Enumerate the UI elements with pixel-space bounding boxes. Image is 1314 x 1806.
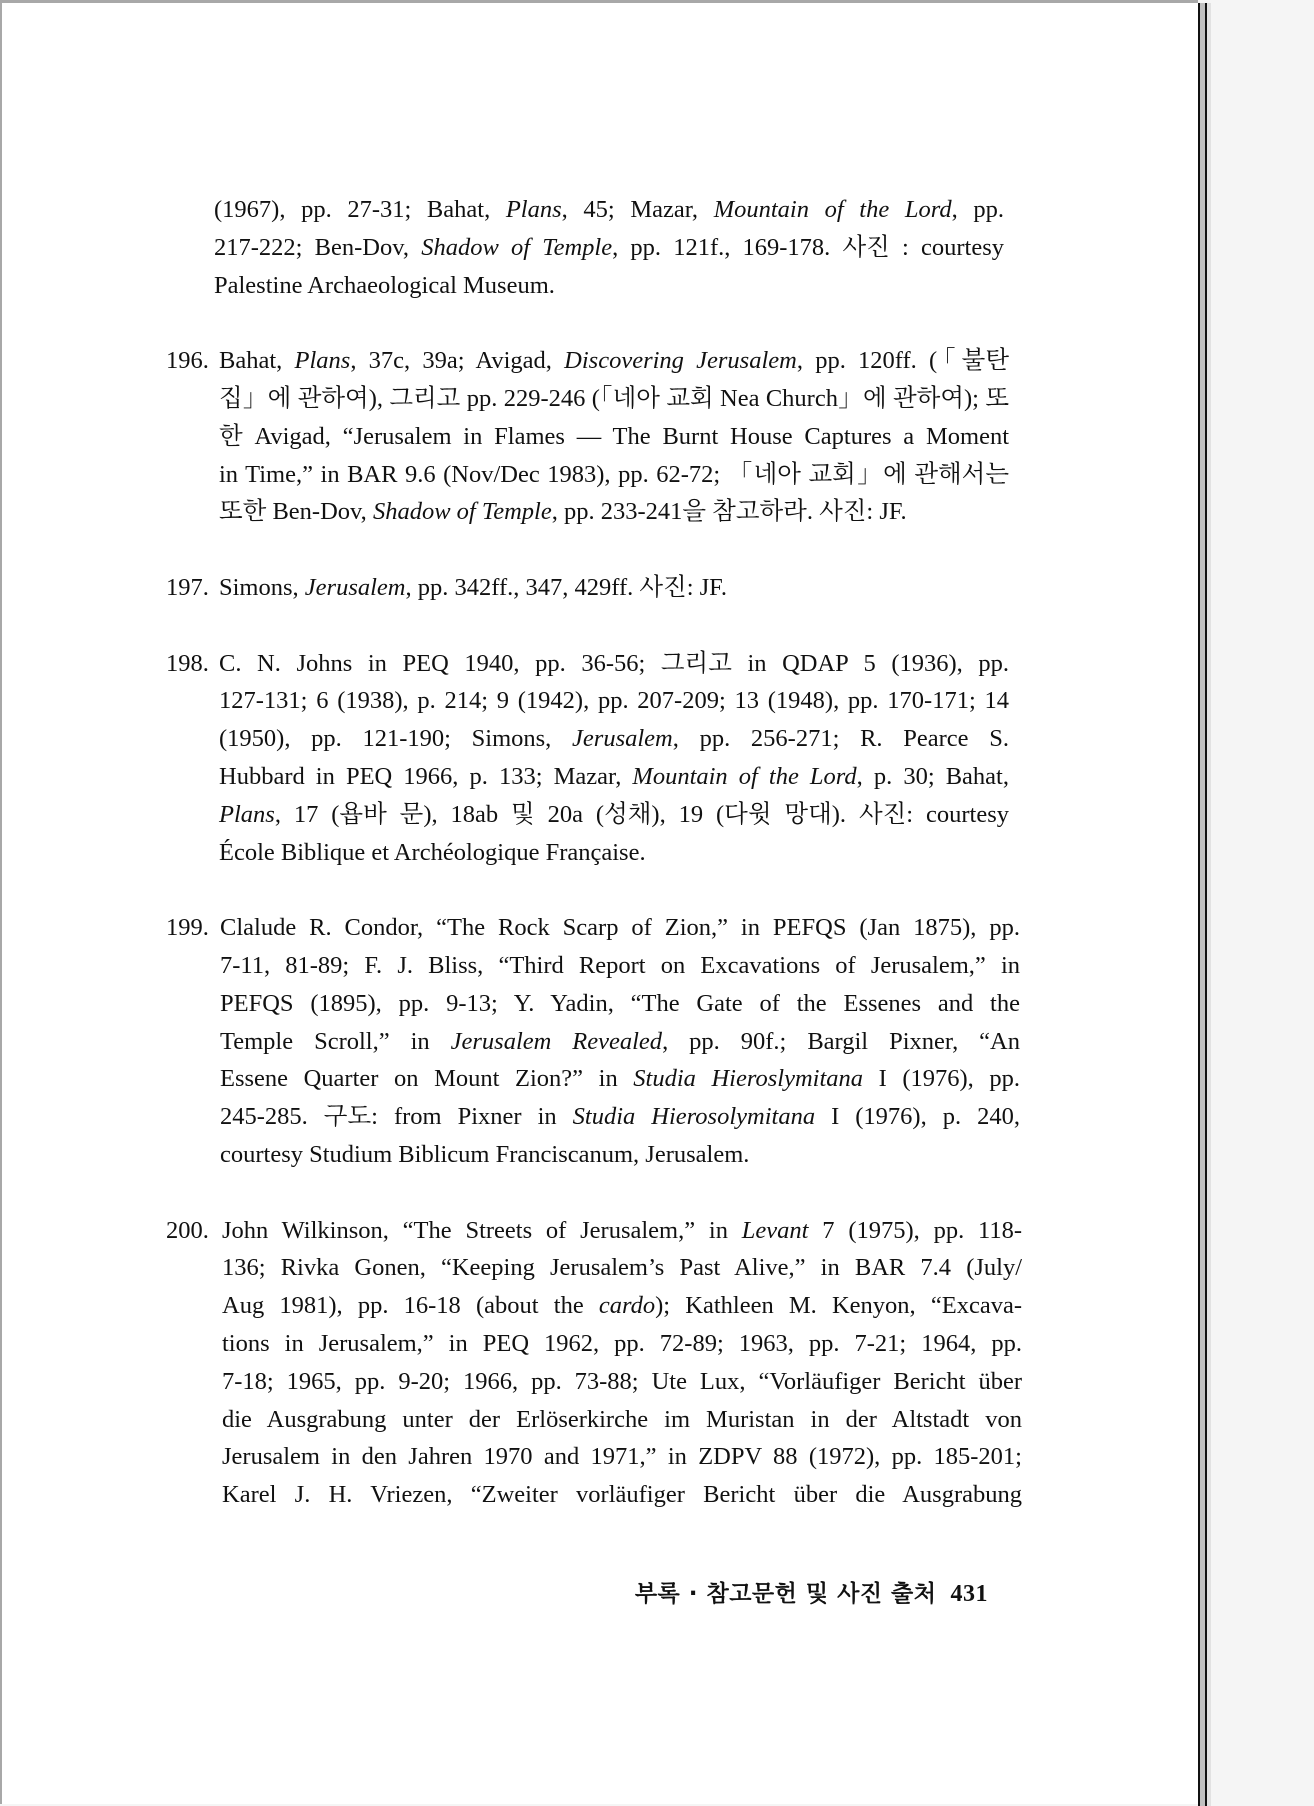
- reference-number: 198.: [166, 649, 209, 677]
- reference-text: École Biblique et Archéologique Française.: [219, 838, 646, 866]
- reference-text: (1967), pp. 27-31; Bahat,: [214, 196, 506, 223]
- reference-number: 196.: [166, 347, 209, 375]
- reference-entry: [2, 1212, 1200, 1514]
- reference-line: [220, 1098, 1020, 1136]
- reference-line: [222, 1438, 1022, 1476]
- reference-text: 127-131; 6 (1938), p. 214; 9 (1942), pp. 207-209; 13 (1948), pp. 170-171; 14: [219, 687, 1009, 715]
- reference-text: Aug 1981), pp. 16-18 (about the: [222, 1292, 599, 1320]
- reference-line: [219, 380, 1009, 418]
- reference-line: [220, 1023, 1020, 1061]
- entry-gap: [2, 1174, 1200, 1212]
- reference-line: [219, 342, 1009, 380]
- reference-line: [222, 1325, 1022, 1363]
- page-edge: [1198, 3, 1207, 1806]
- reference-line: [220, 1136, 1020, 1174]
- reference-text: 또한 Ben-Dov,: [219, 498, 373, 526]
- reference-text: 245-285. 구도: from Pixner in: [220, 1103, 573, 1131]
- reference-text: , pp. 90f.; Bargil Pixner, “An: [662, 1027, 1020, 1055]
- entry-gap: [2, 304, 1200, 342]
- reference-entry: [2, 645, 1200, 872]
- reference-text: 7 (1975), pp. 118-: [808, 1216, 1023, 1244]
- reference-line: [219, 569, 1009, 607]
- reference-text: Jerusalem in den Jahren 1970 and 1971,” in ZDPV 88 (1972), pp. 185-201;: [222, 1443, 1022, 1471]
- entry-gap: [2, 531, 1200, 569]
- reference-number: 197.: [166, 573, 209, 601]
- reference-text: , p. 30; Bahat,: [856, 762, 1009, 790]
- italic-title-text: cardo: [598, 1292, 656, 1320]
- reference-line: [220, 985, 1020, 1023]
- reference-text: Simons,: [219, 573, 305, 601]
- references-body: [2, 191, 1200, 1514]
- italic-title-text: Discovering Jerusalem: [564, 347, 797, 375]
- entry-gap: [2, 607, 1200, 645]
- reference-line: [214, 229, 1004, 267]
- reference-text: (1950), pp. 121-190; Simons,: [219, 725, 573, 753]
- reference-line: [222, 1363, 1022, 1401]
- reference-text: , 17 (욥바 문), 18ab 및 20a (성채), 19 (다윗 망대). 사진: courtesy: [274, 800, 1009, 828]
- reference-line: [214, 191, 1004, 229]
- page-shadow: [1207, 3, 1211, 1806]
- reference-text: I (1976), pp.: [863, 1065, 1020, 1093]
- reference-line: [220, 947, 1020, 985]
- reference-number: 200.: [166, 1216, 209, 1244]
- italic-title-text: Plans: [505, 196, 562, 223]
- reference-text: 집」에 관하여), 그리고 pp. 229-246 (「네아 교회 Nea Church」에 관하여); 또: [219, 384, 1009, 412]
- italic-title-text: Jerusalem: [572, 725, 673, 753]
- reference-text: C. N. Johns in PEQ 1940, pp. 36-56; 그리고 in QDAP 5 (1936), pp.: [219, 649, 1009, 677]
- italic-title-text: Studia Hierosolymitana: [572, 1103, 816, 1131]
- reference-text: , pp. 120ff. (「불탄: [796, 347, 1010, 375]
- reference-line: [222, 1249, 1022, 1287]
- italic-title-text: Plans: [219, 800, 275, 828]
- italic-title-text: Jerusalem Revealed: [450, 1027, 663, 1055]
- reference-line: [222, 1287, 1022, 1325]
- reference-text: , 37c, 39a; Avigad,: [350, 347, 565, 375]
- reference-text: , pp. 342ff., 347, 429ff. 사진: JF.: [405, 573, 727, 601]
- reference-entry: [2, 909, 1200, 1174]
- reference-text: courtesy Studium Biblicum Franciscanum, Jerusalem.: [220, 1140, 750, 1168]
- reference-line: [219, 418, 1009, 456]
- reference-line: [219, 720, 1009, 758]
- reference-entry: [2, 191, 1200, 304]
- reference-line: [219, 682, 1009, 720]
- reference-line: [219, 796, 1009, 834]
- reference-text: PEFQS (1895), pp. 9-13; Y. Yadin, “The Gate of the Essenes and the: [220, 989, 1020, 1017]
- italic-title-text: Shadow of Temple: [372, 498, 552, 526]
- reference-text: 7-18; 1965, pp. 9-20; 1966, pp. 73-88; Ute Lux, “Vorläufiger Bericht über: [222, 1367, 1022, 1395]
- reference-text: 136; Rivka Gonen, “Keeping Jerusalem’s Past Alive,” in BAR 7.4 (July/: [222, 1254, 1022, 1282]
- reference-text: I (1976), p. 240,: [815, 1103, 1020, 1131]
- reference-line: [220, 1060, 1020, 1098]
- reference-text: ); Kathleen M. Kenyon, “Excava-: [655, 1292, 1022, 1320]
- reference-number: 199.: [166, 914, 209, 942]
- reference-line: [219, 456, 1009, 494]
- entry-gap: [2, 871, 1200, 909]
- footer-section-title: 부록 · 참고문헌 및 사진 출처: [634, 1581, 937, 1607]
- reference-text: in Time,” in BAR 9.6 (Nov/Dec 1983), pp. 62-72; 「네아 교회」에 관해서는: [219, 460, 1009, 488]
- page-footer: [635, 1575, 988, 1608]
- reference-text: , pp. 233-241을 참고하라. 사진: JF.: [551, 498, 907, 526]
- reference-text: Temple Scroll,” in: [220, 1027, 451, 1055]
- reference-line: [214, 267, 1004, 305]
- reference-line: [219, 758, 1009, 796]
- page-number: 431: [950, 1581, 988, 1607]
- italic-title-text: Jerusalem: [304, 573, 406, 601]
- reference-line: [220, 909, 1020, 947]
- reference-text: John Wilkinson, “The Streets of Jerusalem,” in: [222, 1216, 742, 1244]
- reference-text: , pp. 121f., 169-178. 사진 : courtesy: [612, 233, 1004, 261]
- reference-text: 217-222; Ben-Dov,: [214, 233, 422, 261]
- italic-title-text: Mountain of the Lord: [632, 762, 857, 790]
- italic-title-text: Plans: [294, 347, 351, 375]
- reference-line: [222, 1401, 1022, 1439]
- reference-line: [222, 1476, 1022, 1514]
- reference-text: Essene Quarter on Mount Zion?” in: [220, 1065, 634, 1093]
- reference-text: , 45; Mazar,: [561, 196, 714, 223]
- reference-text: tions in Jerusalem,” in PEQ 1962, pp. 72-89; 1963, pp. 7-21; 1964, pp.: [222, 1329, 1022, 1357]
- reference-line: [219, 645, 1009, 683]
- reference-text: Palestine Archaeological Museum.: [214, 271, 555, 299]
- italic-title-text: Shadow of Temple: [421, 233, 613, 261]
- reference-text: , pp.: [951, 196, 1005, 223]
- reference-text: Hubbard in PEQ 1966, p. 133; Mazar,: [219, 762, 633, 790]
- italic-title-text: Mountain of the Lord: [713, 196, 952, 223]
- reference-text: Clalude R. Condor, “The Rock Scarp of Zion,” in PEFQS (Jan 1875), pp.: [220, 914, 1020, 942]
- reference-text: 한 Avigad, “Jerusalem in Flames — The Burnt House Captures a Moment: [219, 422, 1009, 450]
- reference-text: , pp. 256-271; R. Pearce S.: [672, 725, 1009, 753]
- italic-title-text: Levant: [741, 1216, 809, 1244]
- reference-line: [219, 493, 1009, 531]
- reference-entry: [2, 342, 1200, 531]
- reference-entry: [2, 569, 1200, 607]
- reference-text: die Ausgrabung unter der Erlöserkirche im Muristan in der Altstadt von: [222, 1405, 1022, 1433]
- italic-title-text: Studia Hieroslymitana: [633, 1065, 864, 1093]
- reference-line: [222, 1212, 1022, 1250]
- reference-text: Karel J. H. Vriezen, “Zweiter vorläufiger Bericht über die Ausgrabung: [222, 1481, 1022, 1509]
- reference-line: [219, 834, 1009, 872]
- reference-text: 7-11, 81-89; F. J. Bliss, “Third Report on Excavations of Jerusalem,” in: [220, 951, 1020, 979]
- reference-text: Bahat,: [219, 347, 295, 375]
